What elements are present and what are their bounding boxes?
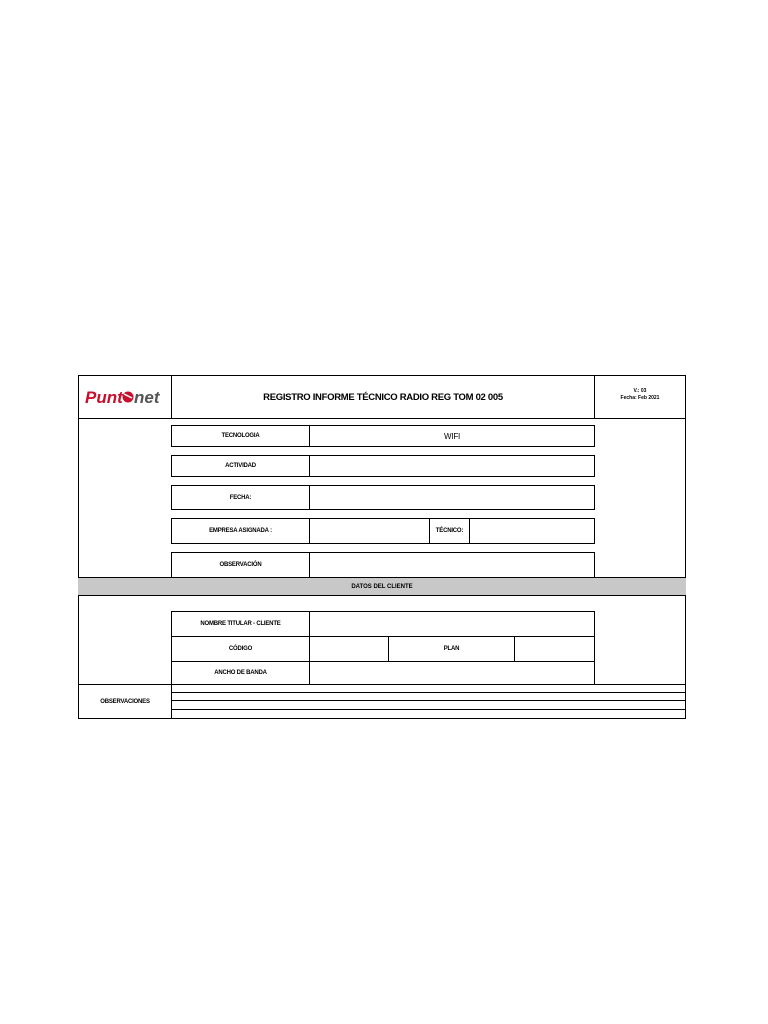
puntonet-logo (79, 376, 171, 417)
svg-text:net: net (134, 387, 160, 407)
header-bottom-rule (78, 418, 686, 419)
version-text: V.: 03 (633, 388, 647, 394)
logo-mark (84, 385, 166, 409)
svg-text:Punt: Punt (85, 387, 123, 407)
ancho-banda-field[interactable] (309, 661, 595, 685)
plan-field[interactable] (514, 636, 595, 662)
observaciones-label: OBSERVACIONES (100, 698, 150, 705)
document-title: REGISTRO INFORME TÉCNICO RADIO REG TOM 02 005 (263, 391, 503, 403)
observacion-label: OBSERVACIÓN (171, 552, 310, 578)
tecnico-label: TÉCNICO: (429, 518, 470, 544)
actividad-label: ACTIVIDAD (171, 455, 310, 477)
empresa-field[interactable] (309, 518, 430, 544)
version-block (595, 388, 685, 406)
fecha-label: FECHA: (171, 485, 310, 510)
tecnologia-field[interactable]: WIFI (309, 425, 595, 447)
observaciones-field[interactable] (172, 685, 685, 718)
version-date: Fecha: Feb 2021 (620, 395, 660, 401)
nombre-titular-field[interactable] (309, 611, 595, 637)
datos-cliente-band: DATOS DEL CLIENTE (78, 577, 686, 596)
ancho-banda-label: ANCHO DE BANDA (171, 661, 310, 685)
codigo-label: CÓDIGO (171, 636, 310, 662)
tecnico-field[interactable] (469, 518, 595, 544)
nombre-titular-label: NOMBRE TITULAR - CLIENTE (171, 611, 310, 637)
plan-label: PLAN (388, 636, 515, 662)
codigo-field[interactable] (309, 636, 389, 662)
tecnologia-label: TECNOLOGIA (171, 425, 310, 447)
observacion-field[interactable] (309, 552, 595, 578)
actividad-field[interactable] (309, 455, 595, 477)
empresa-label: EMPRESA ASIGNADA : (171, 518, 310, 544)
fecha-field[interactable] (309, 485, 595, 510)
